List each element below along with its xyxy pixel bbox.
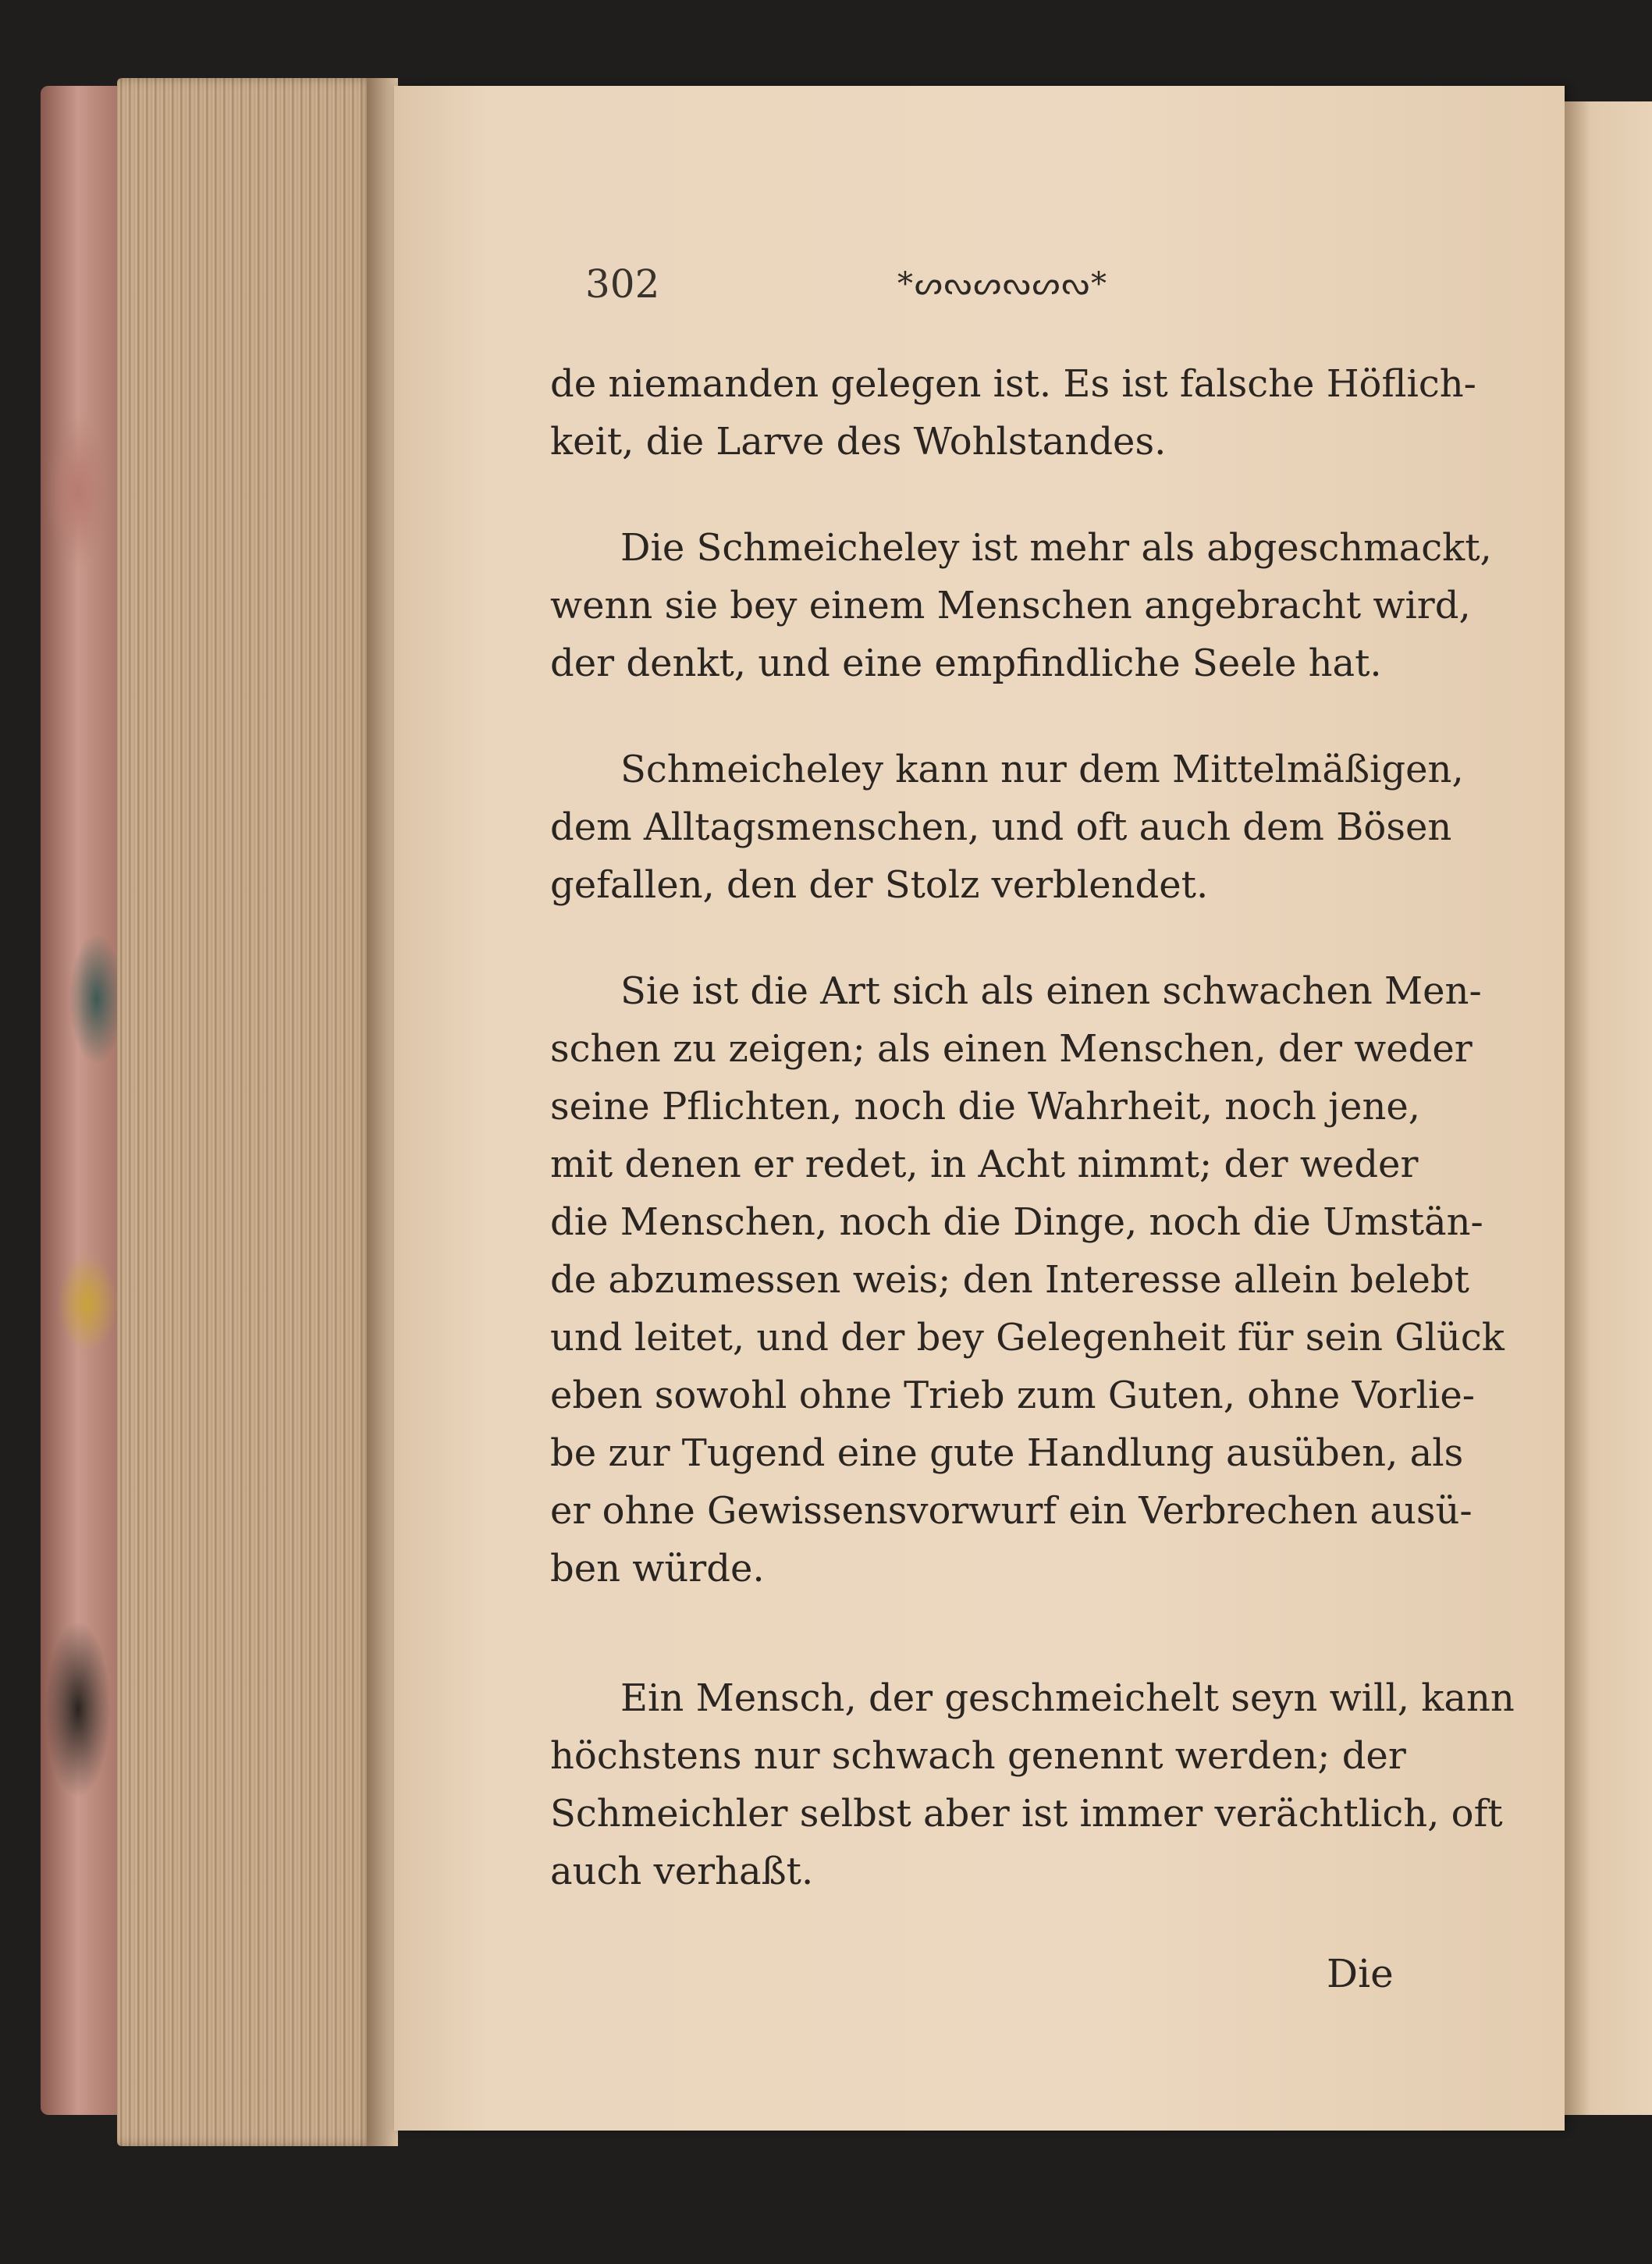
- book-gutter: [367, 78, 398, 2146]
- text-line: und leitet, und der bey Gelegenheit für sein Glück: [550, 1316, 1505, 1359]
- text-line: ben würde.: [550, 1547, 765, 1590]
- text-line: gefallen, den der Stolz verblendet.: [550, 863, 1209, 907]
- text-line: Schmeicheley kann nur dem Mittelmäßigen,: [620, 748, 1464, 791]
- catchword: Die: [1327, 1951, 1394, 1996]
- text-line: mit denen er redet, in Acht nimmt; der weder: [550, 1143, 1419, 1186]
- text-line: de niemanden gelegen ist. Es ist falsche Höflich-: [550, 362, 1476, 406]
- text-line: eben sowohl ohne Trieb zum Guten, ohne Vorlie-: [550, 1374, 1476, 1417]
- text-line: er ohne Gewissensvorwurf ein Verbrechen ausü-: [550, 1489, 1473, 1533]
- text-line: dem Alltagsmenschen, und oft auch dem Bösen: [550, 805, 1452, 849]
- text-line: seine Pflichten, noch die Wahrheit, noch jene,: [550, 1085, 1421, 1128]
- paragraph-1: [550, 355, 1476, 471]
- text-line: Die Schmeicheley ist mehr als abgeschmackt,: [620, 526, 1492, 570]
- text-line: auch verhaßt.: [550, 1850, 814, 1893]
- paragraph-2: [550, 519, 1492, 692]
- text-line: de abzumessen weis; den Interesse allein belebt: [550, 1258, 1469, 1302]
- page-edges: [117, 78, 375, 2146]
- text-line: der denkt, und eine empfindliche Seele hat.: [550, 642, 1382, 685]
- text-line: schen zu zeigen; als einen Menschen, der weder: [550, 1027, 1473, 1071]
- paragraph-5: [550, 1669, 1515, 1900]
- header-ornament: *ᔕᔓᔕᔓᔕᔓ*: [897, 266, 1108, 302]
- text-line: wenn sie bey einem Menschen angebracht wird,: [550, 584, 1471, 627]
- text-line: be zur Tugend eine gute Handlung ausüben, als: [550, 1431, 1464, 1475]
- text-line: Sie ist die Art sich als einen schwachen Men-: [620, 969, 1482, 1013]
- body-text: [550, 355, 1515, 1900]
- paragraph-3: [550, 741, 1464, 914]
- text-line: keit, die Larve des Wohlstandes.: [550, 420, 1167, 464]
- text-line: höchstens nur schwach genennt werden; der: [550, 1734, 1406, 1778]
- page-header: [585, 261, 1444, 316]
- text-line: die Menschen, noch die Dinge, noch die Umstän-: [550, 1200, 1483, 1244]
- page-number: 302: [585, 261, 660, 307]
- text-line: Schmeichler selbst aber ist immer verächtlich, oft: [550, 1792, 1503, 1836]
- facing-page-edge: [1565, 101, 1652, 2115]
- paragraph-4: [550, 962, 1505, 1598]
- text-line: Ein Mensch, der geschmeichelt seyn will, kann: [620, 1676, 1515, 1720]
